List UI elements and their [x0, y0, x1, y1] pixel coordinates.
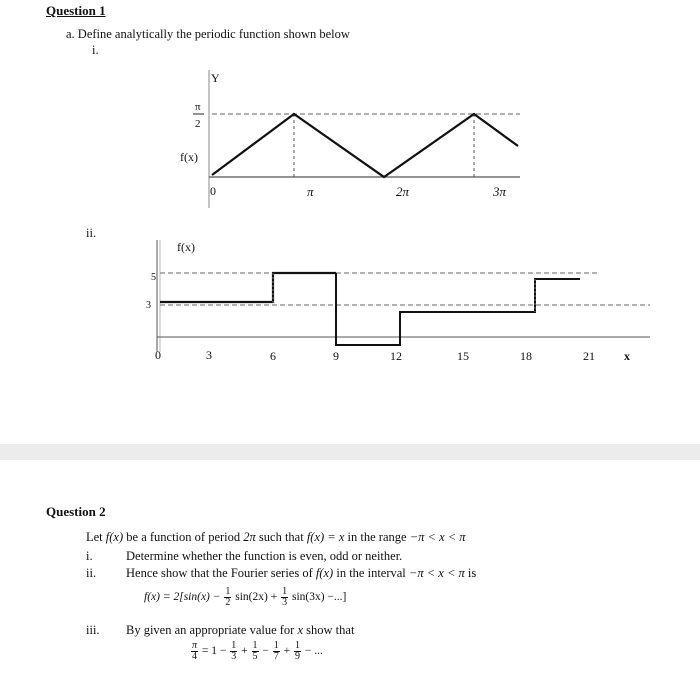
fourier-series-formula: [144, 587, 346, 608]
roman-ii-label: ii.: [86, 226, 97, 240]
leibniz-minus-1: −: [262, 645, 269, 658]
graph1-wave: [212, 114, 518, 177]
q2-intro-text-4: in the range: [347, 530, 407, 544]
graph1-xtick-3pi: 3π: [493, 184, 507, 199]
graph1-y-frac-den: 2: [195, 118, 201, 130]
question-2-card: [0, 460, 700, 681]
q2-ii-fx: f(x): [315, 566, 334, 580]
q2-iii-line: [126, 623, 354, 638]
leibniz-lhs: [191, 641, 198, 662]
q2-ii-text-3: is: [467, 566, 477, 580]
leibniz-plus-2: +: [283, 645, 291, 658]
graph1-xtick-2pi: 2π: [396, 184, 410, 199]
leibniz-eq: = 1 −: [201, 645, 227, 658]
leibniz-term-9: [294, 641, 301, 662]
leibniz-tail: ...: [314, 645, 323, 658]
series-f2-num: 1: [282, 586, 288, 597]
series-fraction-half: [224, 587, 231, 608]
graph1-xtick-pi: π: [307, 184, 314, 199]
leibniz-plus-1: +: [241, 645, 248, 658]
leibniz-lhs-den: 4: [192, 651, 197, 662]
series-f1-num: 1: [225, 586, 231, 597]
graph1-y-label: Y: [211, 71, 220, 85]
leibniz-n4: 1: [295, 640, 300, 651]
q2-intro-text-1: Let: [86, 530, 103, 544]
graph1-f-label: f(x): [180, 150, 198, 164]
leibniz-lhs-num: π: [192, 640, 198, 651]
graph2-ytick-3: 3: [146, 300, 151, 311]
graph-step-function: [0, 230, 700, 375]
leibniz-n1: 1: [231, 640, 237, 651]
q2-intro-line: [86, 530, 466, 545]
graph2-xtick-0: 0: [155, 348, 161, 362]
q2-intro-text-2: be a function of period: [126, 530, 241, 544]
q2-ii-line: [126, 566, 476, 581]
leibniz-term-3: [230, 641, 237, 662]
q2-iii-text-1: By given an appropriate value for: [126, 623, 295, 637]
graph2-x-label: x: [624, 349, 630, 363]
q2-intro-fx: f(x): [105, 530, 124, 544]
graph2-xtick-6: 6: [270, 349, 276, 363]
q2-iii-x: x: [297, 623, 304, 637]
graph2-ytick-5: 5: [151, 272, 156, 283]
graph2-step-2: [336, 273, 580, 345]
series-end: sin(3x) −...]: [291, 591, 347, 604]
graph1-y-frac-num: π: [195, 101, 201, 113]
graph2-step-1: [160, 273, 336, 302]
leibniz-n2: 1: [252, 640, 258, 651]
q2-i-text: Determine whether the function is even, odd or neither.: [126, 549, 403, 563]
graph1-xtick-0: 0: [210, 184, 216, 198]
leibniz-term-7: [273, 641, 280, 662]
page-separator: [0, 444, 700, 460]
part-a-text: a. Define analytically the periodic function shown below: [66, 27, 350, 41]
leibniz-formula: [190, 641, 323, 662]
graph2-xtick-18: 18: [520, 349, 532, 363]
leibniz-d3: 7: [273, 651, 279, 662]
graph-triangle-wave: [0, 0, 700, 230]
leibniz-d1: 3: [231, 651, 237, 662]
question-2-heading: Question 2: [46, 504, 106, 519]
series-mid: sin(2x) +: [235, 591, 278, 604]
q2-intro-period: 2π: [243, 530, 256, 544]
graph2-xtick-9: 9: [333, 349, 339, 363]
graph2-xtick-15: 15: [457, 349, 469, 363]
leibniz-minus-2: −: [304, 645, 312, 658]
q2-iii-text-2: show that: [306, 623, 355, 637]
q2-ii-text-1: Hence show that the Fourier series of: [126, 566, 313, 580]
series-f2-den: 3: [282, 597, 288, 608]
leibniz-n3: 1: [273, 640, 279, 651]
series-f1-den: 2: [225, 597, 231, 608]
question-1-heading: Question 1: [46, 3, 106, 18]
leibniz-term-5: [252, 641, 259, 662]
series-lhs: f(x) = 2[sin(x) −: [144, 591, 221, 604]
q2-intro-range: −π < x < π: [409, 530, 466, 544]
q2-ii-label: ii.: [86, 566, 97, 580]
leibniz-d2: 5: [252, 651, 258, 662]
graph2-xtick-21: 21: [583, 349, 595, 363]
roman-i-label: i.: [92, 43, 99, 57]
q2-ii-interval: −π < x < π: [408, 566, 465, 580]
q2-intro-def: f(x) = x: [306, 530, 345, 544]
graph2-xtick-3: 3: [206, 348, 212, 362]
q2-iii-label: iii.: [86, 623, 100, 637]
leibniz-d4: 9: [295, 651, 300, 662]
graph2-f-label: f(x): [177, 240, 195, 254]
graph2-xtick-12: 12: [390, 349, 402, 363]
q2-i-label: i.: [86, 549, 93, 563]
q2-ii-text-2: in the interval: [336, 566, 406, 580]
q2-intro-text-3: such that: [258, 530, 304, 544]
series-fraction-third: [281, 587, 288, 608]
